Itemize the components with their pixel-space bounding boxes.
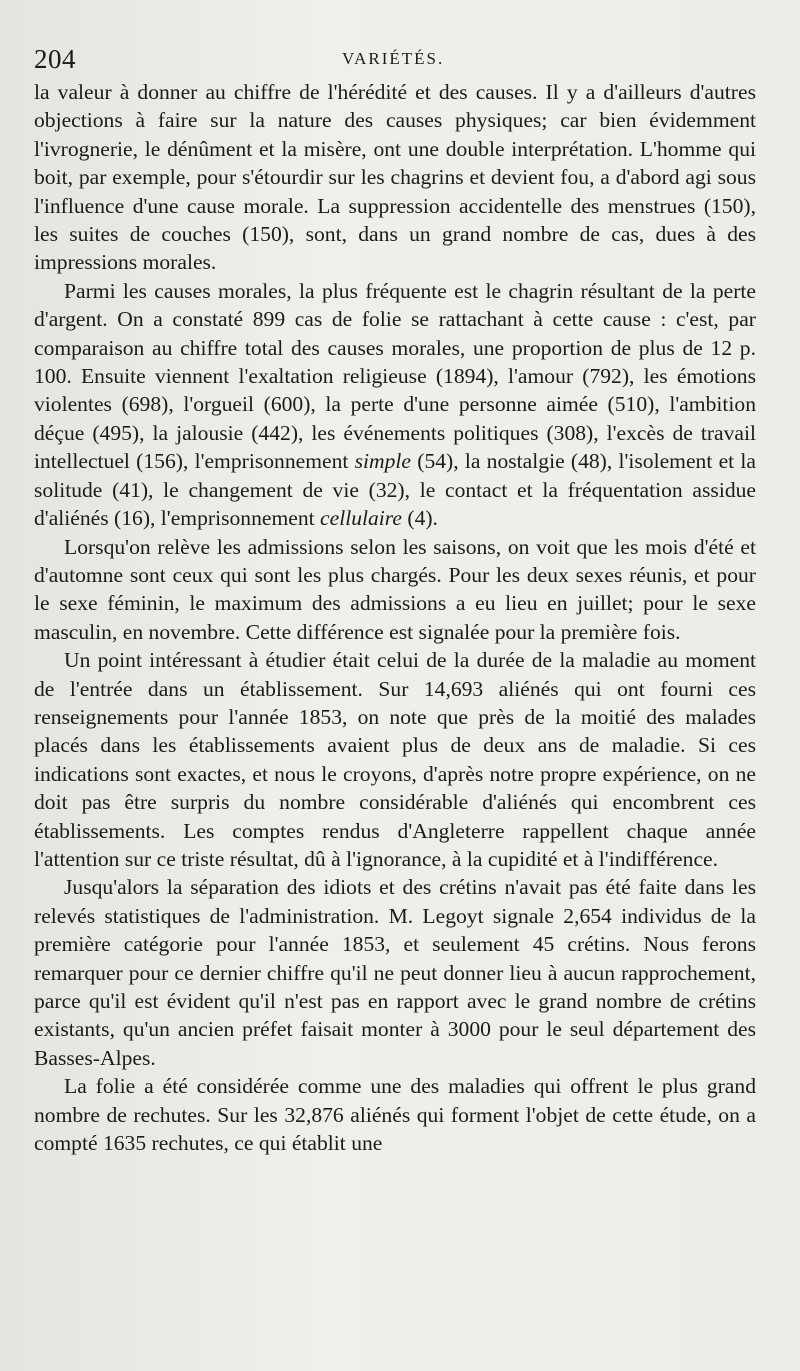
italic-text: cellulaire [320,506,402,531]
text-run: Parmi les causes morales, la plus fréquente est le chagrin résultant de la perte d'argent. On a constaté 899 cas de folie se rattachant à cette cause : c'est, par comparaison au chiffre total des causes morales, une proportion de plus de 12 p. 100. Ensuite viennent l'exaltation religieuse (1894), l'amour (792), les émotions violentes (698), l'orgueil (600), la perte d'une personne aimée (510), l'ambition déçue (495), la jalousie (442), les événements politiques (308), l'excès de travail intellectuel (156), l'emprisonnement [34,278,756,474]
paragraph [34,873,756,1072]
paragraph [34,277,756,533]
text-run: La folie a été considérée comme une des maladies qui offrent le plus grand nombre de rechutes. Sur les 32,876 aliénés qui forment l'objet de cette étude, on a compté 1635 rechutes, ce qui établit une [34,1074,756,1156]
text-run: la valeur à donner au chiffre de l'hérédité et des causes. Il y a d'ailleurs d'autres objections à faire sur la nature des causes physiques; car bien évidemment l'ivrognerie, le dénûment et la misère, ont une double interprétation. L'homme qui boit, par exemple, pour s'étourdir sur les chagrins et devient fou, a d'abord agi sous l'influence d'une cause morale. La suppression accidentelle des menstrues (150), les suites de couches (150), sont, dans un grand nombre de cas, dues à des impressions morales. [34,80,756,275]
paragraph [34,533,756,647]
italic-text: simple [354,449,412,474]
text-run: Un point intéressant à étudier était celui de la durée de la maladie au moment de l'entrée dans un établissement. Sur 14,693 aliénés qui ont fourni ces renseignements pour l'année 1853, on note que près de la moitié des malades placés dans les établissements avaient plus de deux ans de maladie. Si ces indications sont exactes, et nous le croyons, d'après notre propre expérience, on ne doit pas être surpris du nombre considérable d'aliénés qui encombrent ces établissements. Les comptes rendus d'Angleterre rappellent chaque année l'attention sur ce triste résultat, dû à l'ignorance, à la cupidité et à l'indifférence. [34,648,756,871]
text-run: Jusqu'alors la séparation des idiots et des crétins n'avait pas été faite dans les relevés statistiques de l'administration. M. Legoyt signale 2,654 individus de la première catégorie pour l'année 1853, et seulement 45 crétins. Nous ferons remarquer pour ce dernier chiffre qu'il ne peut donner lieu à aucun rapprochement, parce qu'il est évident qu'il n'est pas en rapport avec le grand nombre de crétins existants, qu'un ancien préfet faisait monter à 3000 pour le seul département des Basses-Alpes. [34,875,756,1070]
body-text [34,78,756,1157]
paragraph [34,78,756,277]
text-run: Lorsqu'on relève les admissions selon les saisons, on voit que les mois d'été et d'automne sont ceux qui sont les plus chargés. Pour les deux sexes réunis, et pour le sexe féminin, le maximum des admissions a eu lieu en juillet; pour le sexe masculin, en novembre. Cette différence est signalée pour la première fois. [34,534,756,644]
running-head: VARIÉTÉS. [342,49,445,68]
paragraph [34,646,756,873]
paragraph [34,1072,756,1157]
text-run: (54), la nostalgie (48), l'isolement et la solitude (41), le changement de vie (32), le contact et la fréquentation assidue d'aliénés (16), l'emprisonnement [34,449,756,531]
text-run: (4). [401,506,438,531]
page-number: 204 [34,44,76,74]
page-header [34,34,756,74]
